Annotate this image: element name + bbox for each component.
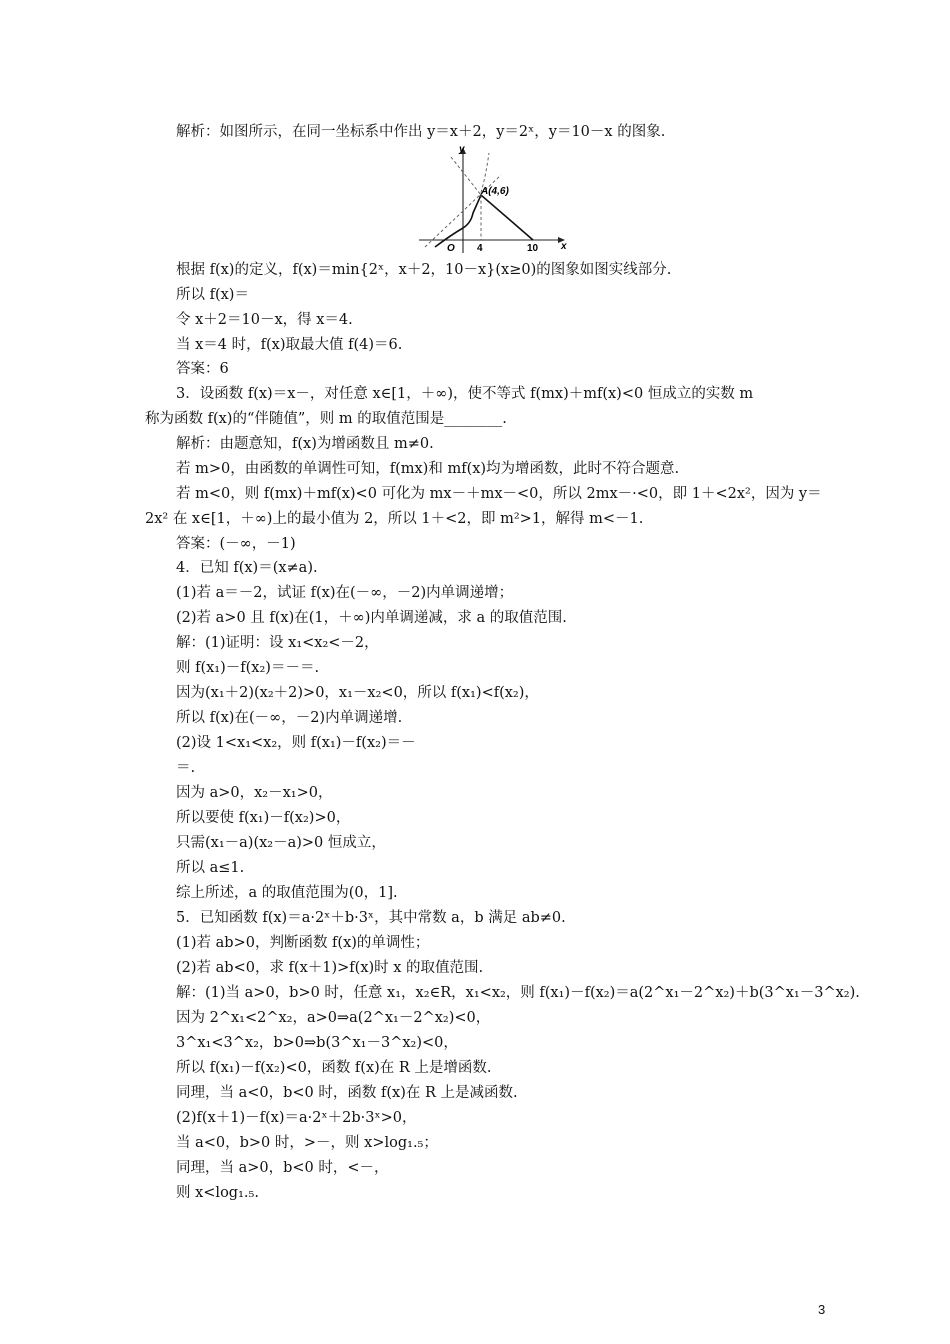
text-line: 若 m>0，由函数的单调性可知，f(mx)和 mf(x)均为增函数，此时不符合题意. [176, 461, 680, 477]
x-axis-label: x [561, 241, 567, 252]
text-line: (2)若 ab<0，求 f(x＋1)>f(x)时 x 的取值范围. [176, 960, 484, 976]
text-line: (1)若 a＝－2，试证 f(x)在(－∞，－2)内单调递增； [176, 585, 514, 601]
text-line: 所以 f(x)＝ [176, 287, 249, 303]
text-line: (2)若 a>0 且 f(x)在(1，＋∞)内单调递减，求 a 的取值范围. [176, 610, 567, 626]
text-line: 因为 2^x₁<2^x₂，a>0⇒a(2^x₁－2^x₂)<0， [176, 1010, 491, 1026]
text-line: 4．已知 f(x)＝(x≠a). [176, 560, 318, 576]
text-line: 只需(x₁－a)(x₂－a)>0 恒成立， [176, 835, 386, 851]
text-line: 3^x₁<3^x₂，b>0⇒b(3^x₁－3^x₂)<0， [176, 1035, 458, 1051]
origin-label: O [447, 243, 455, 254]
y-axis-label: y [459, 144, 465, 155]
text-line: 若 m<0，则 f(mx)＋mf(x)<0 可化为 mx－＋mx－<0，所以 2mx－·<0，即 1＋<2x²，因为 y＝ [176, 486, 822, 502]
text-line: 答案：(－∞，－1) [176, 536, 296, 552]
text-line: 综上所述，a 的取值范围为(0，1]. [176, 885, 398, 901]
text-line: 当 x＝4 时，f(x)取最大值 f(4)＝6. [176, 337, 403, 353]
text-line: 3．设函数 f(x)＝x－，对任意 x∈[1，＋∞)，使不等式 f(mx)＋mf(x)<0 恒成立的实数 m [176, 386, 754, 402]
text-line: 解：(1)当 a>0，b>0 时，任意 x₁，x₂∈R，x₁<x₂，则 f(x₁)－f(x₂)＝a(2^x₁－2^x₂)＋b(3^x₁－3^x₂). [176, 985, 860, 1001]
text-line: 2x² 在 x∈[1，＋∞)上的最小值为 2，所以 1＋<2，即 m²>1，解得 m<－1. [145, 511, 644, 527]
tick-label-4: 4 [477, 243, 483, 254]
text-line: 所以要使 f(x₁)－f(x₂)>0， [176, 810, 351, 826]
function-graph-figure [415, 143, 575, 255]
text-line: 答案：6 [176, 361, 229, 377]
page-number: 3 [818, 1302, 826, 1317]
text-line: ＝. [176, 760, 196, 776]
text-line: (1)若 ab>0，判断函数 f(x)的单调性； [176, 935, 430, 951]
point-a-label: A(4,6) [481, 186, 509, 197]
text-line: 5．已知函数 f(x)＝a·2ˣ＋b·3ˣ，其中常数 a，b 满足 ab≠0. [176, 910, 566, 926]
text-line: 同理，当 a>0，b<0 时，<－， [176, 1160, 389, 1176]
text-line: 当 a<0，b>0 时，>－，则 x>log₁.₅； [176, 1135, 438, 1151]
text-line: 则 f(x₁)－f(x₂)＝－＝. [176, 660, 320, 676]
text-line: 因为(x₁＋2)(x₂＋2)>0，x₁－x₂<0，所以 f(x₁)<f(x₂)， [176, 685, 539, 701]
text-line: 所以 a≤1. [176, 860, 245, 876]
text-line: 解析：如图所示，在同一坐标系中作出 y＝x＋2，y＝2ˣ，y＝10－x 的图象. [176, 124, 666, 140]
text-line: 称为函数 f(x)的“伴随值”，则 m 的取值范围是________. [145, 411, 507, 427]
text-line: (2)设 1<x₁<x₂，则 f(x₁)－f(x₂)＝－ [176, 735, 416, 751]
tick-label-10: 10 [527, 243, 539, 254]
text-line: 根据 f(x)的定义，f(x)＝min{2ˣ，x＋2，10－x}(x≥0)的图象如图实线部分. [176, 262, 672, 278]
text-line: 同理，当 a<0，b<0 时，函数 f(x)在 R 上是减函数. [176, 1085, 518, 1101]
text-line: 则 x<log₁.₅. [176, 1185, 259, 1201]
text-line: 令 x＋2＝10－x，得 x＝4. [176, 312, 353, 328]
text-line: 因为 a>0，x₂－x₁>0， [176, 785, 333, 801]
text-line: 所以 f(x₁)－f(x₂)<0，函数 f(x)在 R 上是增函数. [176, 1060, 492, 1076]
text-line: 解析：由题意知，f(x)为增函数且 m≠0. [176, 436, 434, 452]
text-line: 解：(1)证明：设 x₁<x₂<－2， [176, 635, 379, 651]
text-line: 所以 f(x)在(－∞，－2)内单调递增. [176, 710, 403, 726]
text-line: (2)f(x＋1)－f(x)＝a·2ˣ＋2b·3ˣ>0， [176, 1110, 417, 1126]
